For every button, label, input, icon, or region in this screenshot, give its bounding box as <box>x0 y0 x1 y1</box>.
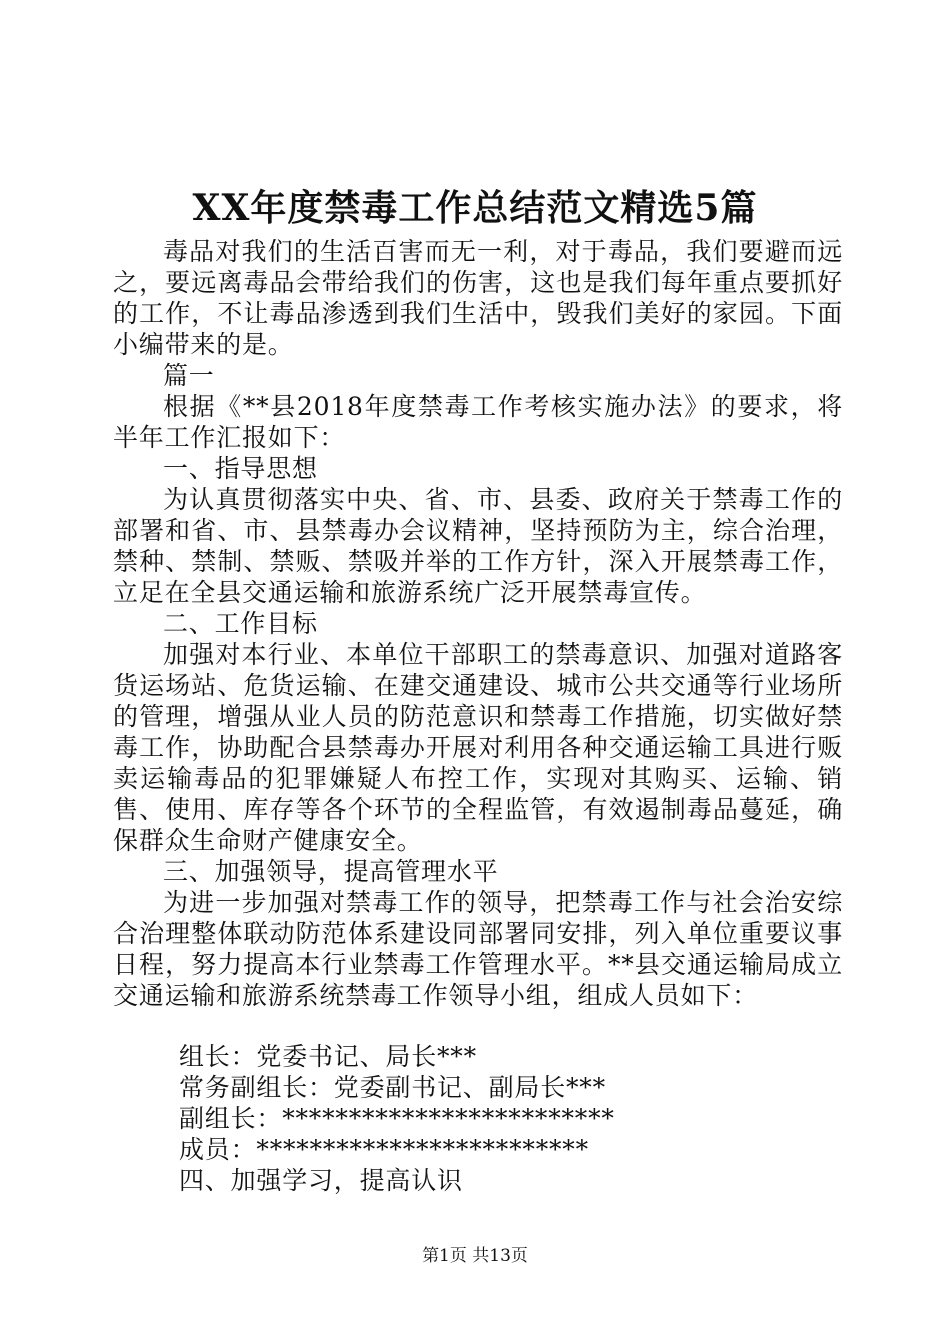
section-label-part-one: 篇一 <box>163 361 215 390</box>
section-heading-guiding-thought: 一、指导思想 <box>163 454 318 483</box>
paragraph-spacer <box>113 1011 843 1041</box>
roster-line-members: 成员：************************* <box>179 1135 589 1164</box>
guiding-thought-paragraph: 为认真贯彻落实中央、省、市、县委、政府关于禁毒工作的部署和省、市、县禁毒办会议精神，坚持预防为主，综合治理，禁种、禁制、禁贩、禁吸并举的工作方针，深入开展禁毒工作，立足在全县交通运输和旅游系统广泛开展禁毒宣传。 <box>113 485 843 607</box>
leadership-paragraph: 为进一步加强对禁毒工作的领导，把禁毒工作与社会治安综合治理整体联动防范体系建设同部署同安排，列入单位重要议事日程，努力提高本行业禁毒工作管理水平。**县交通运输局成立交通运输和旅游系统禁毒工作领导小组，组成人员如下： <box>113 888 843 1010</box>
section-heading-study: 四、加强学习，提高认识 <box>179 1166 463 1195</box>
opening-paragraph: 根据《**县2018年度禁毒工作考核实施办法》的要求，将半年工作汇报如下： <box>113 392 843 452</box>
roster-line-executive-deputy: 常务副组长：党委副书记、副局长*** <box>179 1073 606 1102</box>
document-body <box>113 236 843 1196</box>
document-title: XX年度禁毒工作总结范文精选5篇 <box>192 187 758 229</box>
roster-line-deputy: 副组长：************************* <box>179 1104 615 1133</box>
intro-paragraph: 毒品对我们的生活百害而无一利，对于毒品，我们要避而远之，要远离毒品会带给我们的伤害，这也是我们每年重点要抓好的工作，不让毒品渗透到我们生活中，毁我们美好的家园。下面小编带来的是。 <box>113 237 843 359</box>
work-goals-paragraph: 加强对本行业、本单位干部职工的禁毒意识、加强对道路客货运场站、危货运输、在建交通建设、城市公共交通等行业场所的管理，增强从业人员的防范意识和禁毒工作措施，切实做好禁毒工作，协助配合县禁毒办开展对利用各种交通运输工具进行贩卖运输毒品的犯罪嫌疑人布控工作，实现对其购买、运输、销售、使用、库存等各个环节的全程监管，有效遏制毒品蔓延，确保群众生命财产健康安全。 <box>113 640 843 855</box>
section-heading-leadership: 三、加强领导，提高管理水平 <box>163 857 499 886</box>
roster-line-leader: 组长：党委书记、局长*** <box>179 1042 477 1071</box>
leadership-roster <box>113 1041 843 1196</box>
section-heading-work-goals: 二、工作目标 <box>163 609 318 638</box>
page-footer: 第1页 共13页 <box>422 1246 528 1266</box>
